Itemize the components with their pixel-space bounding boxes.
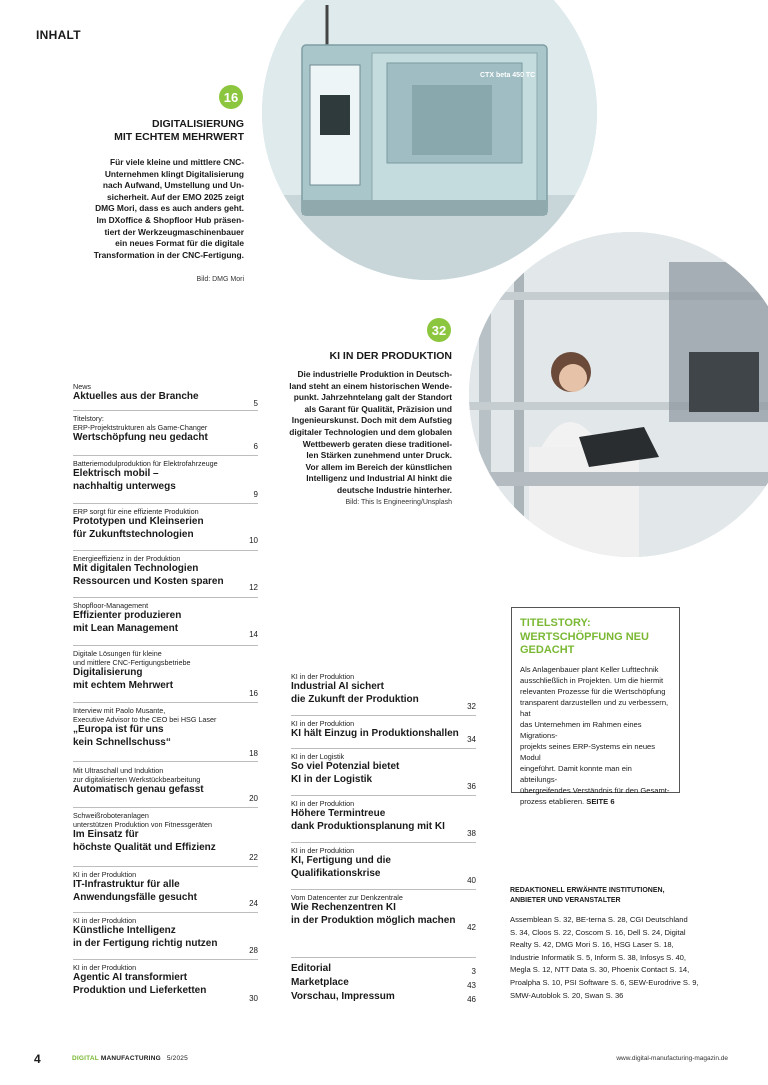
titelstory-text-line: Als Anlagenbauer plant Keller Lufttechnik: [520, 664, 659, 674]
toc-entry[interactable]: [291, 963, 476, 976]
titelstory-box[interactable]: [511, 607, 680, 806]
toc-entry[interactable]: [73, 414, 258, 451]
image-credit: Bild: DMG Mori: [196, 276, 244, 283]
divider: [73, 645, 258, 646]
institutions-list: [510, 914, 715, 1002]
toc-title: Effizienter produzieren: [73, 610, 182, 621]
toc-title: Marketplace: [291, 977, 349, 988]
machine-label: CTX beta 450 TC: [480, 72, 536, 79]
toc-entry[interactable]: [291, 752, 476, 791]
toc-title: KI in der Logistik: [291, 773, 373, 785]
toc-category: Shopfloor-Management: [73, 601, 149, 610]
toc-entry[interactable]: [73, 706, 258, 758]
toc-category: KI in der Logistik: [291, 752, 345, 761]
institutions-line: Megla S. 12, NTT Data S. 30, Phoenix Contact S. 14,: [510, 965, 690, 975]
toc-title: Ressourcen und Kosten sparen: [73, 575, 224, 587]
feature-page-badge: 32: [427, 318, 451, 342]
divider: [73, 550, 258, 551]
titelstory-text-last: prozess etablieren.: [520, 796, 585, 806]
divider: [73, 866, 258, 867]
toc-title: Digitalisierung: [73, 667, 143, 678]
toc-page-number: 18: [249, 749, 258, 758]
divider: [73, 761, 258, 762]
toc-page-number: 14: [249, 630, 258, 639]
toc-page-number: 24: [249, 899, 258, 908]
titelstory-text-line: eingeführt. Damit konnte man ein abteilungs-: [520, 763, 632, 784]
feature-title: [60, 118, 244, 144]
feature-title-line: MIT ECHTEM MEHRWERT: [114, 131, 244, 143]
divider: [73, 959, 258, 960]
toc-page-number: 42: [467, 923, 476, 932]
divider: [73, 807, 258, 808]
toc-title: „Europa ist für uns: [73, 724, 164, 735]
toc-category: KI in der Produktion: [291, 719, 355, 728]
toc-page-number: 30: [249, 994, 258, 1003]
toc-page-number: 10: [249, 536, 258, 545]
toc-title: Industrial AI sichert: [291, 681, 384, 692]
feature-text-line: als Garant für Qualität, Präzision und: [304, 403, 452, 414]
toc-page-number: 40: [467, 876, 476, 885]
toc-entry[interactable]: [73, 601, 258, 639]
toc-title: IT-Infrastruktur für alle: [73, 879, 180, 890]
toc-category: KI in der Produktion: [291, 672, 355, 681]
divider: [291, 889, 476, 890]
toc-category: Interview mit Paolo Musante,: [73, 706, 166, 715]
toc-category: KI in der Produktion: [73, 916, 137, 925]
cnc-machine-illustration: [262, 0, 597, 280]
titelstory-text-line: übergreifendes Verständnis für den Gesamt-: [520, 785, 670, 795]
toc-title: kein Schnellschuss“: [73, 736, 171, 748]
titelstory-title: [520, 617, 671, 658]
toc-category: ERP sorgt für eine effiziente Produktion: [73, 507, 199, 516]
toc-page-number: 16: [249, 689, 258, 698]
institutions-line: S. 34, Cloos S. 22, Coscom S. 16, Dell S. 24, Digital: [510, 927, 686, 937]
divider: [73, 597, 258, 598]
feature-text-line: land steht an einem historischen Wende-: [289, 380, 452, 391]
titelstory-text-line: relevanten Prozesse für die Wertschöpfung: [520, 686, 666, 696]
toc-entry[interactable]: [291, 846, 476, 885]
institutions-line: Assemblean S. 32, BE-terna S. 28, CGI Deutschland: [510, 915, 688, 924]
toc-entry[interactable]: [291, 672, 476, 711]
toc-title: Anwendungsfälle gesucht: [73, 891, 197, 903]
toc-title: für Zukunftstechnologien: [73, 528, 194, 540]
toc-category: unterstützen Produktion von Fitnessgeräten: [73, 820, 213, 829]
toc-category: KI in der Produktion: [291, 799, 355, 808]
feature-text-line: Intelligenz und Industrial AI hinkt die: [306, 473, 452, 484]
toc-title: in der Fertigung richtig nutzen: [73, 937, 218, 949]
toc-category: zur digitalisierten Werkstückbearbeitung: [73, 775, 201, 784]
toc-title: Wie Rechenzentren KI: [291, 902, 396, 913]
divider: [73, 410, 258, 411]
toc-category: Executive Advisor to the CEO bei HSG Laser: [73, 715, 217, 724]
toc-category: Vom Datencenter zur Denkzentrale: [291, 893, 403, 902]
toc-title: Automatisch genau gefasst: [73, 784, 204, 795]
toc-title: Produktion und Lieferketten: [73, 984, 207, 996]
toc-category: und mittlere CNC-Fertigungsbetriebe: [73, 658, 191, 667]
feature-text-line: Für viele kleine und mittlere CNC-: [109, 157, 244, 167]
divider: [291, 715, 476, 716]
toc-page-number: 22: [249, 853, 258, 862]
institutions-line: SMW-Autoblok S. 20, Swan S. 36: [510, 990, 624, 1000]
feature-text-line: Im DXoffice & Shopfloor Hub präsen-: [96, 214, 244, 225]
titelstory-title-line: TITELSTORY:: [520, 617, 591, 629]
feature-text-line: sicherheit. Auf der EMO 2025 zeigt: [107, 191, 244, 202]
divider: [73, 455, 258, 456]
toc-category: News: [73, 382, 91, 391]
divider: [73, 702, 258, 703]
feature-text-line: Die industrielle Produktion in Deutsch-: [297, 369, 452, 379]
toc-category: Digitale Lösungen für kleine: [73, 649, 162, 658]
toc-category: Schweißroboteranlagen: [73, 811, 149, 820]
toc-page-number: 20: [249, 794, 258, 803]
toc-title: Mit digitalen Technologien: [73, 563, 199, 574]
feature-title: KI IN DER PRODUKTION: [329, 350, 452, 362]
issue-number: 5/2025: [166, 1055, 188, 1062]
feature-text-line: Unternehmen klingt Digitalisierung: [104, 168, 244, 179]
toc-title: dank Produktionsplanung mit KI: [291, 820, 445, 832]
brand-part-manufacturing: MANUFACTURING: [100, 1055, 161, 1062]
image-credit: Bild: This Is Engineering/Unsplash: [345, 499, 452, 506]
titelstory-page-ref[interactable]: SEITE 6: [586, 796, 615, 806]
toc-entry[interactable]: [73, 507, 258, 545]
titelstory-text-line: ausschließlich in Projekten. Um die hiermit: [520, 675, 664, 685]
toc-title: KI hält Einzug in Produktionshallen: [291, 728, 459, 739]
toc-category: Batteriemodulproduktion für Elektrofahrzeuge: [73, 459, 218, 468]
toc-entry[interactable]: [291, 977, 476, 990]
feature-text-line: digitaler Technologien und dem globalen: [289, 426, 452, 437]
page-number: 4: [34, 1052, 41, 1066]
institutions-line: Proalpha S. 10, PSI Software S. 6, SEW-Eurodrive S. 9,: [510, 977, 699, 987]
institutions-line: Industrie Informatik S. 5, Inform S. 38, Infosys S. 40,: [510, 952, 686, 962]
divider: [73, 912, 258, 913]
divider: [291, 957, 476, 958]
engineer-illustration: [469, 232, 768, 557]
titelstory-text-line: [520, 796, 671, 807]
toc-title: mit Lean Management: [73, 622, 179, 634]
feature-text-line: DMG Mori, dass es auch anders geht.: [95, 203, 244, 214]
toc-title: nachhaltig unterwegs: [73, 480, 176, 492]
toc-title: die Zukunft der Produktion: [291, 693, 419, 705]
toc-page-number: 9: [253, 490, 258, 499]
toc-page-number: 36: [467, 782, 476, 791]
toc-category: ERP-Projektstrukturen als Game-Changer: [73, 423, 208, 432]
feature-text-line: punkt. Jahrzehntelang galt der Standort: [293, 392, 452, 403]
toc-entry[interactable]: [291, 991, 476, 1004]
titelstory-text-line: das Unternehmen im Rahmen eines Migrations-: [520, 719, 642, 740]
feature-text-line: Ingenieurskunst. Doch mit dem Aufstieg: [291, 415, 452, 426]
feature-text-line: ein neues Format für die digitale: [115, 238, 244, 249]
feature-text-line: nach Aufwand, Umstellung und Un-: [102, 180, 244, 191]
toc-category: KI in der Produktion: [73, 963, 137, 972]
toc-title: Höhere Termintreue: [291, 808, 386, 819]
toc-title: So viel Potenzial bietet: [291, 761, 400, 772]
toc-entry[interactable]: [73, 766, 258, 803]
toc-category: Titelstory:: [73, 414, 104, 423]
institutions-line: Realty S. 42, DMG Mori S. 16, HSG Laser S. 18,: [510, 940, 674, 950]
feature-page-badge: 16: [219, 85, 243, 109]
titelstory-title-line: WERTSCHÖPFUNG NEU GEDACHT: [520, 630, 649, 656]
divider: [73, 503, 258, 504]
institutions-title-line: REDAKTIONELL ERWÄHNTE INSTITUTIONEN,: [510, 887, 665, 894]
page-label: INHALT: [36, 28, 81, 42]
toc-page-number: 34: [467, 735, 476, 744]
toc-entry[interactable]: [291, 799, 476, 838]
titelstory-text-line: projekts seines ERP-Systems ein neues Modul: [520, 741, 656, 762]
feature-title-line: DIGITALISIERUNG: [152, 118, 244, 130]
toc-category: Energieeffizienz in der Produktion: [73, 554, 181, 563]
divider: [291, 748, 476, 749]
toc-title: KI, Fertigung und die: [291, 855, 391, 866]
feature-text: [270, 369, 452, 497]
toc-category: KI in der Produktion: [73, 870, 137, 879]
brand-part-digital: DIGITAL: [72, 1055, 99, 1062]
toc-title: Im Einsatz für: [73, 829, 139, 840]
feature-text-line: len Stärken zunehmend unter Druck.: [306, 450, 452, 461]
toc-entry[interactable]: [73, 870, 258, 908]
toc-page-number: 43: [467, 981, 476, 990]
toc-title: Qualifikationskrise: [291, 867, 381, 879]
toc-entry[interactable]: [73, 811, 258, 862]
feature-text-line: Transformation in der CNC-Fertigung.: [93, 249, 244, 260]
toc-entry[interactable]: [73, 963, 258, 1003]
toc-entry[interactable]: [73, 459, 258, 499]
toc-page-number: 12: [249, 583, 258, 592]
toc-page-number: 3: [471, 967, 476, 976]
feature-text: [60, 157, 244, 261]
toc-title: Wertschöpfung neu gedacht: [73, 432, 208, 443]
institutions-title: [510, 886, 710, 906]
feature-text-line: tiert der Werkzeugmaschinenbauer: [104, 226, 244, 237]
toc-title: Prototypen und Kleinserien: [73, 516, 204, 527]
titelstory-text: [520, 664, 671, 807]
toc-page-number: 46: [467, 995, 476, 1004]
toc-page-number: 32: [467, 702, 476, 711]
divider: [291, 795, 476, 796]
toc-entry[interactable]: [73, 382, 258, 408]
divider: [291, 842, 476, 843]
toc-title: Aktuelles aus der Branche: [73, 391, 199, 402]
toc-title: mit echtem Mehrwert: [73, 679, 174, 691]
toc-category: KI in der Produktion: [291, 846, 355, 855]
feature-text-line: deutsche Industrie hinterher.: [337, 484, 452, 495]
institutions-title-line: ANBIETER UND VERANSTALTER: [510, 897, 621, 904]
toc-entry[interactable]: [291, 719, 476, 744]
toc-title: Editorial: [291, 963, 332, 974]
toc-title: Künstliche Intelligenz: [73, 925, 176, 936]
toc-title: in der Produktion möglich machen: [291, 914, 456, 926]
magazine-brand: [72, 1055, 188, 1062]
feature-text-line: Vor allem im Bereich der künstlichen: [305, 461, 452, 472]
toc-title: Vorschau, Impressum: [291, 991, 395, 1002]
toc-entry[interactable]: [73, 916, 258, 955]
toc-category: Mit Ultraschall und Induktion: [73, 766, 164, 775]
toc-entry[interactable]: [291, 893, 476, 932]
toc-title: Agentic AI transformiert: [73, 972, 188, 983]
engineer-laptop-image: [469, 232, 768, 557]
toc-title: höchste Qualität und Effizienz: [73, 841, 216, 853]
toc-page-number: 38: [467, 829, 476, 838]
toc-entry[interactable]: [73, 554, 258, 592]
magazine-url[interactable]: www.digital-manufacturing-magazin.de: [616, 1055, 728, 1062]
toc-page-number: 28: [249, 946, 258, 955]
titelstory-text-line: transparent darzustellen und zu verbessern, hat: [520, 697, 669, 718]
toc-page-number: 6: [253, 442, 258, 451]
cnc-machine-image: [262, 0, 597, 280]
feature-text-line: Wettbewerb geraten diese traditionel-: [302, 438, 452, 449]
toc-title: Elektrisch mobil –: [73, 468, 159, 479]
toc-entry[interactable]: [73, 649, 258, 698]
toc-page-number: 5: [253, 399, 258, 408]
